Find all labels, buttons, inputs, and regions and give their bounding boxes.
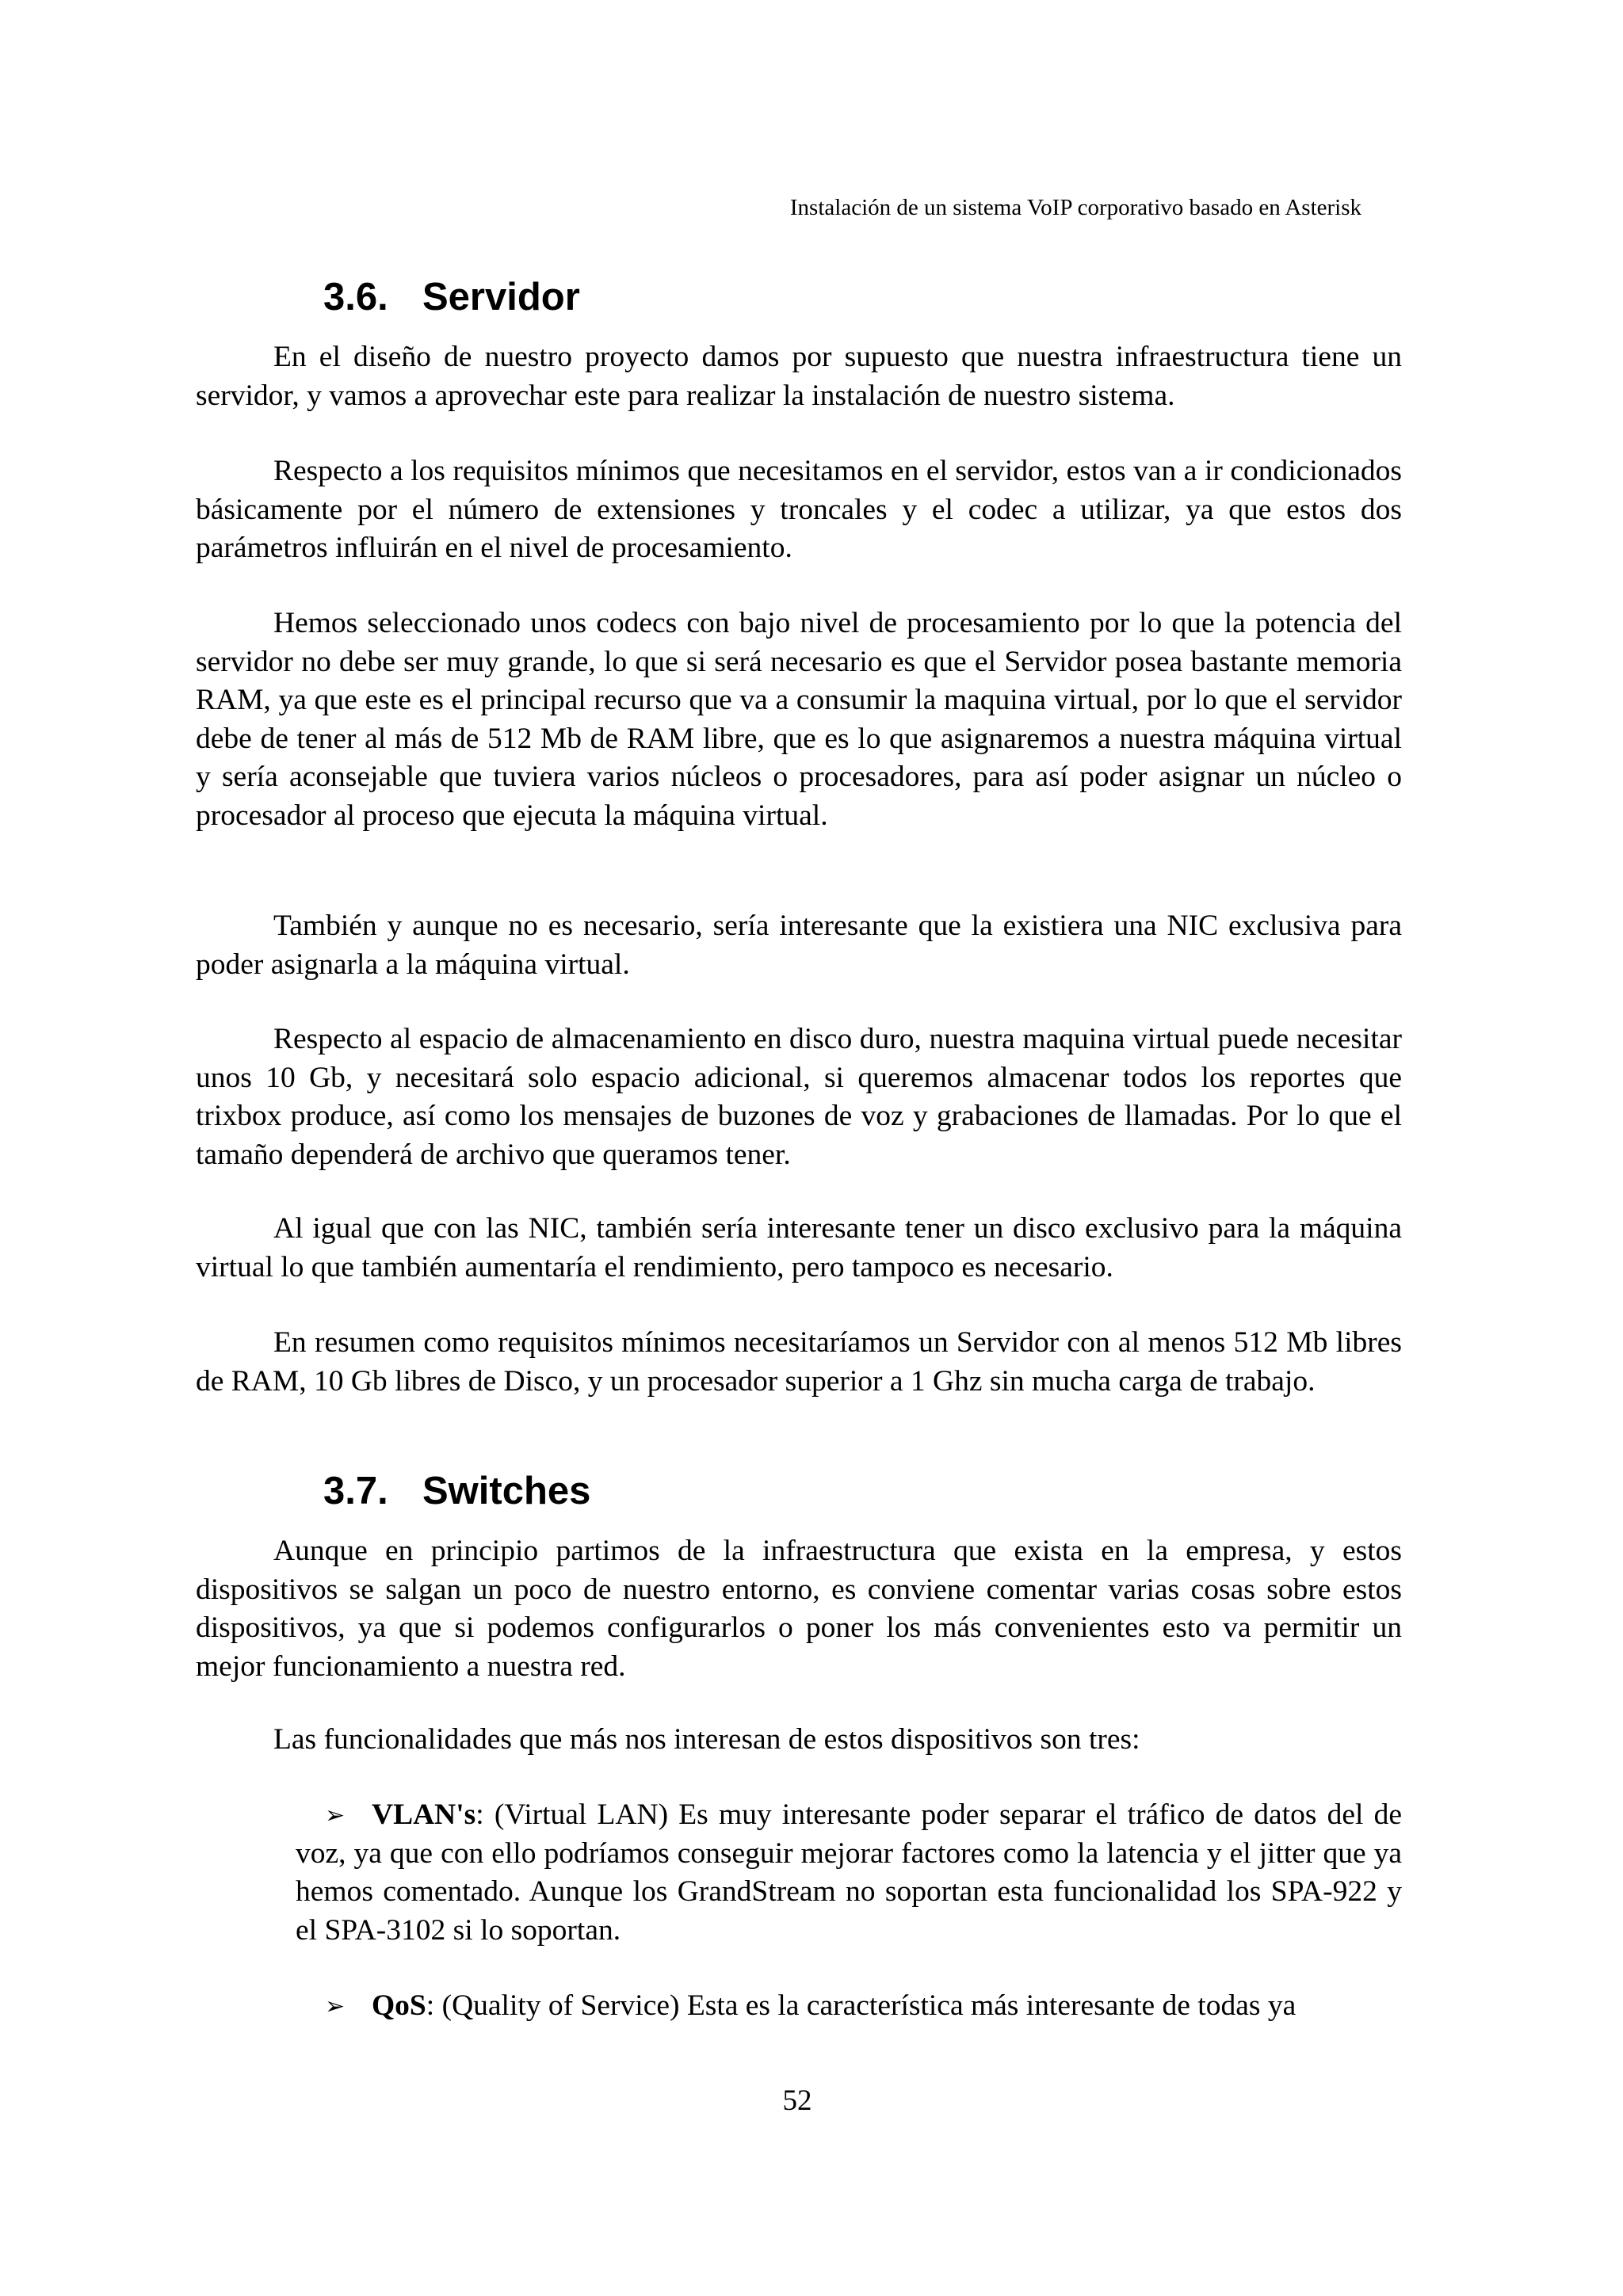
bullet-term: VLAN's: [372, 1798, 476, 1831]
section-title: Switches: [422, 1470, 591, 1512]
section-number: 3.7.: [323, 1470, 388, 1512]
section-heading-servidor: [323, 273, 580, 321]
bullet-arrow-icon: ➢: [325, 1802, 346, 1829]
page-number: 52: [782, 2084, 812, 2117]
section-heading-switches: [323, 1467, 590, 1515]
paragraph: También y aunque no es necesario, sería interesante que la existiera una NIC exclusiva para poder asignarla a la máquina virtual.: [196, 910, 1402, 981]
paragraph: Al igual que con las NIC, también sería interesante tener un disco exclusivo para la máquina virtual lo que también aumentaría el rendimiento, pero tampoco es necesario.: [196, 1212, 1402, 1283]
paragraph: En resumen como requisitos mínimos necesitaríamos un Servidor con al menos 512 Mb libres de RAM, 10 Gb libres de Disco, y un procesador superior a 1 Ghz sin mucha carga de trabajo.: [196, 1326, 1402, 1398]
bullet-term: QoS: [372, 1989, 426, 2022]
section-title: Servidor: [422, 276, 580, 318]
bullet-text: : (Virtual LAN) Es muy interesante poder separar el tráfico de datos del de voz, ya que con ello podríamos conseguir mejorar factores como la latencia y el jitter que ya hemos comentado. Aunque los GrandStream no soportan esta funcionalidad los SPA-922 y el SPA-3102 si lo soportan.: [296, 1798, 1402, 1947]
paragraph: Respecto al espacio de almacenamiento en disco duro, nuestra maquina virtual puede necesitar unos 10 Gb, y necesitará solo espacio adicional, si queremos almacenar todos los reportes que trixbox produce, así como los mensajes de buzones de voz y grabaciones de llamadas. Por lo que el tamaño dependerá de archivo que queramos tener.: [196, 1023, 1402, 1171]
bullet-arrow-icon: ➢: [325, 1993, 346, 2019]
paragraph: Hemos seleccionado unos codecs con bajo nivel de procesamiento por lo que la potencia del servidor no debe ser muy grande, lo que si será necesario es que el Servidor posea bastante memoria RAM, ya que este es el principal recurso que va a consumir la maquina virtual, por lo que el servidor debe de tener al más de 512 Mb de RAM libre, que es lo que asignaremos a nuestra máquina virtual y sería aconsejable que tuviera varios núcleos o procesadores, para así poder asignar un núcleo o procesador al proceso que ejecuta la máquina virtual.: [196, 607, 1402, 832]
paragraph: En el diseño de nuestro proyecto damos por supuesto que nuestra infraestructura tiene un servidor, y vamos a aprovechar este para realizar la instalación de nuestro sistema.: [196, 341, 1402, 412]
paragraph: Aunque en principio partimos de la infraestructura que exista en la empresa, y estos dispositivos se salgan un poco de nuestro entorno, es conviene comentar varias cosas sobre estos dispositivos, ya que si podemos configurarlos o poner los más convenientes esto va permitir un mejor funcionamiento a nuestra red.: [196, 1535, 1402, 1683]
section-number: 3.6.: [323, 276, 388, 318]
paragraph: Las funcionalidades que más nos interesan de estos dispositivos son tres:: [273, 1723, 1140, 1756]
list-item-qos: [296, 1987, 1402, 2026]
paragraph: Respecto a los requisitos mínimos que necesitamos en el servidor, estos van a ir condicionados básicamente por el número de extensiones y troncales y el codec a utilizar, ya que estos dos parámetros influirán en el nivel de procesamiento.: [196, 455, 1402, 565]
bullet-text: : (Quality of Service) Esta es la característica más interesante de todas ya: [426, 1989, 1296, 2022]
list-item-vlans: [296, 1796, 1402, 1950]
running-header: Instalación de un sistema VoIP corporativo basado en Asterisk: [789, 195, 1361, 220]
